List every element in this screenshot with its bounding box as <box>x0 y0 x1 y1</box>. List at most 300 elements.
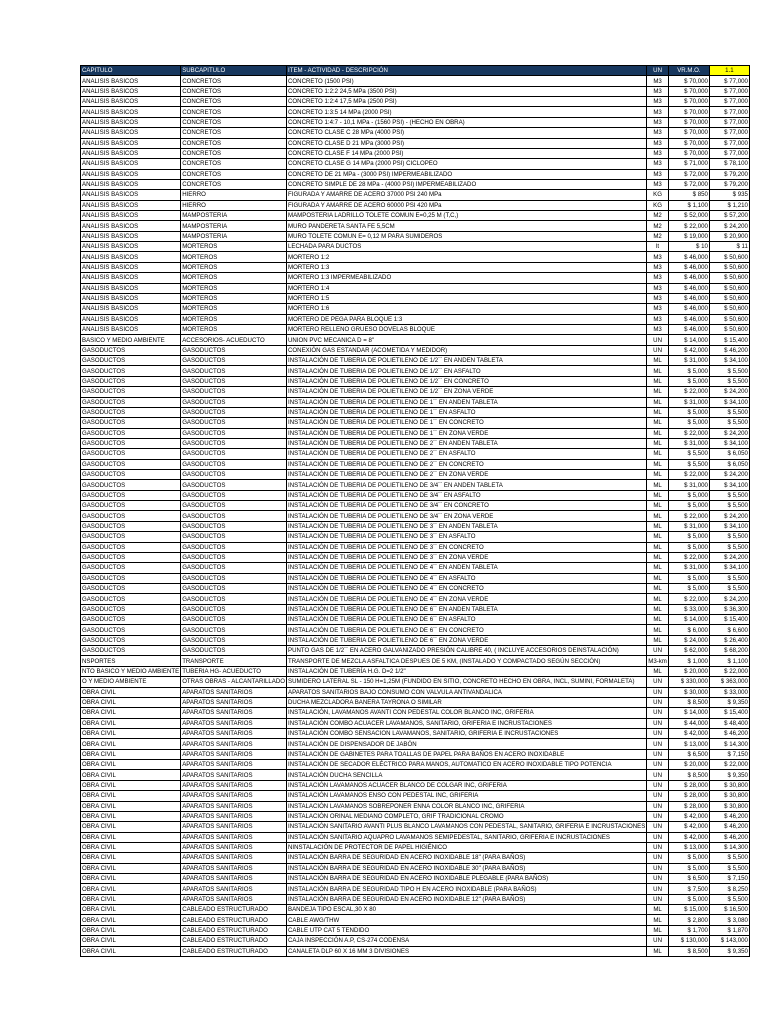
cell-subcapitulo[interactable]: GASODUCTOS <box>181 501 287 511</box>
cell-valor-mo[interactable]: $ 44,000 <box>668 718 709 728</box>
cell-valor-mo[interactable]: $ 70,000 <box>668 76 709 86</box>
cell-descripcion[interactable]: MORTERO RELLENO GRUESO DOVELAS BLOQUE <box>287 324 647 334</box>
cell-capitulo[interactable]: OBRA CIVIL <box>81 822 181 832</box>
cell-capitulo[interactable]: GASODUCTOS <box>81 449 181 459</box>
cell-valor-mo[interactable]: $ 2,800 <box>668 915 709 925</box>
cell-valor-total[interactable]: $ 46,200 <box>709 822 749 832</box>
cell-valor-total[interactable]: $ 57,200 <box>709 211 749 221</box>
header-subcapitulo[interactable]: SUBCAPITULO <box>181 66 287 76</box>
cell-subcapitulo[interactable]: HIERRO <box>181 200 287 210</box>
cell-valor-mo[interactable]: $ 20,000 <box>668 760 709 770</box>
cell-descripcion[interactable]: MORTERO 1:5 <box>287 293 647 303</box>
cell-capitulo[interactable]: ANALISIS BASICOS <box>81 211 181 221</box>
cell-subcapitulo[interactable]: CONCRETOS <box>181 128 287 138</box>
cell-valor-total[interactable]: $ 5,500 <box>709 853 749 863</box>
cell-descripcion[interactable]: MORTERO 1:3 IMPERMEABILIZADO <box>287 273 647 283</box>
cell-valor-mo[interactable]: $ 42,000 <box>668 729 709 739</box>
cell-subcapitulo[interactable]: APARATOS SANITARIOS <box>181 801 287 811</box>
cell-valor-mo[interactable]: $ 31,000 <box>668 480 709 490</box>
cell-descripcion[interactable]: MORTERO 1:2 <box>287 252 647 262</box>
cell-unidad[interactable]: M3 <box>647 252 669 262</box>
cell-capitulo[interactable]: ANALISIS BASICOS <box>81 86 181 96</box>
cell-valor-total[interactable]: $ 24,200 <box>709 387 749 397</box>
cell-valor-total[interactable]: $ 7,150 <box>709 749 749 759</box>
cell-unidad[interactable]: ML <box>647 449 669 459</box>
cell-descripcion[interactable]: CAJA INSPECCIÓN A.P, CS-274 CODENSA <box>287 936 647 946</box>
cell-unidad[interactable]: ML <box>647 946 669 956</box>
cell-capitulo[interactable]: GASODUCTOS <box>81 594 181 604</box>
cell-valor-mo[interactable]: $ 20,000 <box>668 666 709 676</box>
cell-capitulo[interactable]: OBRA CIVIL <box>81 811 181 821</box>
cell-unidad[interactable]: UN <box>647 884 669 894</box>
cell-subcapitulo[interactable]: GASODUCTOS <box>181 604 287 614</box>
cell-valor-total[interactable]: $ 14,300 <box>709 842 749 852</box>
cell-valor-total[interactable]: $ 6,050 <box>709 459 749 469</box>
cell-descripcion[interactable]: CONCRETO CLASE G 14 MPa (2000 PSI) CICLOPEO <box>287 159 647 169</box>
cell-capitulo[interactable]: OBRA CIVIL <box>81 739 181 749</box>
cell-valor-mo[interactable]: $ 14,000 <box>668 615 709 625</box>
cell-capitulo[interactable]: OBRA CIVIL <box>81 770 181 780</box>
cell-descripcion[interactable]: INSTALACIÓN COMBO SENSACION LAVAMANOS, SANITARIO, GRIFERIA E INCRUSTACIONES <box>287 729 647 739</box>
cell-valor-total[interactable]: $ 77,000 <box>709 86 749 96</box>
cell-capitulo[interactable]: GASODUCTOS <box>81 428 181 438</box>
cell-valor-total[interactable]: $ 7,150 <box>709 874 749 884</box>
cell-unidad[interactable]: ML <box>647 625 669 635</box>
cell-capitulo[interactable]: OBRA CIVIL <box>81 925 181 935</box>
cell-descripcion[interactable]: INSTALACIÓN SANITARIO AQUAPRO LAVAMANOS SEMIPEDESTAL, SANITARIO, GRIFERIA E INCRUSTACIONES <box>287 832 647 842</box>
cell-valor-total[interactable]: $ 24,200 <box>709 552 749 562</box>
cell-unidad[interactable]: M3-km <box>648 657 667 665</box>
cell-descripcion[interactable]: APARATOS SANITARIOS BAJO CONSUMO CON VALVULA ANTIVANDALICA <box>287 687 647 697</box>
cell-descripcion[interactable]: INSTALACIÓN DE TUBERIA DE POLIETILENO DE 2´´ EN ZONA VERDE <box>287 470 647 480</box>
cell-subcapitulo[interactable]: GASODUCTOS <box>181 583 287 593</box>
cell-unidad[interactable]: ML <box>647 438 669 448</box>
cell-unidad[interactable]: ML <box>647 563 669 573</box>
cell-unidad[interactable]: UN <box>647 729 669 739</box>
cell-subcapitulo[interactable]: GASODUCTOS <box>181 542 287 552</box>
cell-unidad[interactable]: ML <box>647 490 669 500</box>
cell-unidad[interactable]: ML <box>647 418 669 428</box>
cell-descripcion[interactable]: INSTALACIÓN, LAVAMANOS AVANTI CON PEDESTAL COLOR BLANCO INC, GRIFERIA <box>287 708 647 718</box>
cell-descripcion[interactable]: LECHADA PARA DUCTOS <box>287 242 647 252</box>
cell-unidad[interactable]: ML <box>647 366 669 376</box>
cell-valor-total[interactable]: $ 36,300 <box>709 604 749 614</box>
cell-valor-total[interactable]: $ 5,500 <box>709 894 749 904</box>
cell-valor-total[interactable]: $ 46,200 <box>709 345 749 355</box>
cell-capitulo[interactable]: ANALISIS BASICOS <box>81 304 181 314</box>
cell-subcapitulo[interactable]: APARATOS SANITARIOS <box>181 894 287 904</box>
cell-valor-total[interactable]: $ 363,000 <box>709 677 749 687</box>
cell-descripcion[interactable]: INSTALACIÓN DE TUBERIA DE POLIETILENO DE 3´´ EN ASFALTO <box>287 532 647 542</box>
cell-valor-mo[interactable]: $ 31,000 <box>668 397 709 407</box>
cell-descripcion[interactable]: CONCRETO CLASE D 21 MPa (3000 PSI) <box>287 138 647 148</box>
cell-descripcion[interactable]: CANALETA DLP 60 X 16 MM 3 DIVISIONES <box>287 946 647 956</box>
cell-capitulo[interactable]: GASODUCTOS <box>81 438 181 448</box>
cell-valor-mo[interactable]: $ 31,000 <box>668 521 709 531</box>
cell-valor-mo[interactable]: $ 14,000 <box>668 335 709 345</box>
cell-subcapitulo[interactable]: TRANSPORTE <box>181 656 287 666</box>
cell-capitulo[interactable]: GASODUCTOS <box>81 625 181 635</box>
cell-valor-total[interactable]: $ 5,500 <box>709 532 749 542</box>
cell-subcapitulo[interactable]: GASODUCTOS <box>181 625 287 635</box>
cell-unidad[interactable]: UN <box>647 853 669 863</box>
cell-subcapitulo[interactable]: MORTEROS <box>181 324 287 334</box>
cell-subcapitulo[interactable]: CABLEADO ESTRUCTURADO <box>181 936 287 946</box>
cell-unidad[interactable]: ML <box>647 615 669 625</box>
cell-valor-mo[interactable]: $ 8,500 <box>668 770 709 780</box>
cell-unidad[interactable]: ML <box>647 428 669 438</box>
cell-valor-total[interactable]: $ 50,600 <box>709 293 749 303</box>
cell-valor-mo[interactable]: $ 8,500 <box>668 946 709 956</box>
cell-subcapitulo[interactable]: MORTEROS <box>181 293 287 303</box>
cell-unidad[interactable]: UN <box>647 749 669 759</box>
cell-descripcion[interactable]: CONCRETO DE 21 MPa - (3000 PSI) IMPERMEABILIZADO <box>287 169 647 179</box>
header-capitulo[interactable]: CAPITULO <box>81 66 181 76</box>
cell-unidad[interactable]: UN <box>647 842 669 852</box>
cell-valor-total[interactable]: $ 30,800 <box>709 780 749 790</box>
cell-valor-total[interactable]: $ 14,300 <box>709 739 749 749</box>
cell-descripcion[interactable]: INSTALACIÓN DE TUBERIA DE POLIETILENO DE 6´´ EN ANDEN TABLETA <box>287 604 647 614</box>
cell-valor-total[interactable]: $ 1,100 <box>709 656 749 666</box>
cell-capitulo[interactable]: GASODUCTOS <box>81 646 181 656</box>
cell-valor-mo[interactable]: $ 46,000 <box>668 252 709 262</box>
cell-subcapitulo[interactable]: MAMPOSTERIA <box>181 221 287 231</box>
cell-unidad[interactable]: M2 <box>647 231 669 241</box>
cell-capitulo[interactable]: GASODUCTOS <box>81 345 181 355</box>
cell-unidad[interactable]: ML <box>647 356 669 366</box>
cell-descripcion[interactable]: INSTALACIÓN DE TUBERIA DE POLIETILENO DE 4´´ EN ANDEN TABLETA <box>287 563 647 573</box>
cell-unidad[interactable]: UN <box>647 832 669 842</box>
cell-capitulo[interactable]: ANALISIS BASICOS <box>81 262 181 272</box>
cell-valor-total[interactable]: $ 15,400 <box>709 615 749 625</box>
cell-capitulo[interactable]: OBRA CIVIL <box>81 697 181 707</box>
cell-subcapitulo[interactable]: GASODUCTOS <box>181 366 287 376</box>
cell-capitulo[interactable]: GASODUCTOS <box>81 615 181 625</box>
cell-descripcion[interactable]: CABLE UTP CAT 5 TENDIDO <box>287 925 647 935</box>
cell-capitulo[interactable]: ANALISIS BASICOS <box>81 283 181 293</box>
cell-capitulo[interactable]: GASODUCTOS <box>81 418 181 428</box>
cell-unidad[interactable]: ML <box>647 397 669 407</box>
cell-unidad[interactable]: ML <box>647 635 669 645</box>
cell-unidad[interactable]: ML <box>647 387 669 397</box>
cell-valor-mo[interactable]: $ 130,000 <box>668 936 709 946</box>
cell-capitulo[interactable]: OBRA CIVIL <box>81 780 181 790</box>
cell-valor-mo[interactable]: $ 5,000 <box>668 863 709 873</box>
cell-capitulo[interactable]: ANALISIS BASICOS <box>81 138 181 148</box>
cell-valor-mo[interactable]: $ 31,000 <box>668 563 709 573</box>
cell-valor-mo[interactable]: $ 5,500 <box>668 449 709 459</box>
cell-unidad[interactable]: M3 <box>647 159 669 169</box>
cell-subcapitulo[interactable]: MAMPOSTERIA <box>181 231 287 241</box>
cell-subcapitulo[interactable]: APARATOS SANITARIOS <box>181 842 287 852</box>
cell-unidad[interactable]: ML <box>647 573 669 583</box>
cell-unidad[interactable]: M3 <box>647 97 669 107</box>
cell-capitulo[interactable]: GASODUCTOS <box>81 511 181 521</box>
cell-unidad[interactable]: ML <box>647 480 669 490</box>
cell-valor-total[interactable]: $ 15,400 <box>709 335 749 345</box>
cell-capitulo[interactable]: GASODUCTOS <box>81 573 181 583</box>
cell-valor-mo[interactable]: $ 19,000 <box>668 231 709 241</box>
cell-valor-total[interactable]: $ 50,600 <box>709 252 749 262</box>
cell-unidad[interactable]: M3 <box>647 86 669 96</box>
cell-subcapitulo[interactable]: GASODUCTOS <box>181 563 287 573</box>
cell-subcapitulo[interactable]: GASODUCTOS <box>181 449 287 459</box>
cell-capitulo[interactable]: GASODUCTOS <box>81 542 181 552</box>
cell-capitulo[interactable]: GASODUCTOS <box>81 521 181 531</box>
cell-unidad[interactable]: ML <box>647 511 669 521</box>
cell-valor-mo[interactable]: $ 70,000 <box>668 107 709 117</box>
cell-subcapitulo[interactable]: APARATOS SANITARIOS <box>181 863 287 873</box>
cell-valor-mo[interactable]: $ 5,000 <box>668 583 709 593</box>
cell-descripcion[interactable]: INSTALACIÓN DE TUBERIA DE POLIETILENO DE 1´´ EN ANDEN TABLETA <box>287 397 647 407</box>
cell-valor-total[interactable]: $ 22,000 <box>709 666 749 676</box>
cell-valor-total[interactable]: $ 30,800 <box>709 801 749 811</box>
cell-unidad[interactable]: UN <box>647 801 669 811</box>
cell-unidad[interactable]: ML <box>647 594 669 604</box>
cell-capitulo[interactable]: GASODUCTOS <box>81 532 181 542</box>
cell-descripcion[interactable]: INSTALACIÓN DE TUBERIA DE POLIETILENO DE 4´´ EN ZONA VERDE <box>287 594 647 604</box>
cell-unidad[interactable]: ML <box>647 376 669 386</box>
cell-valor-mo[interactable]: $ 5,000 <box>668 490 709 500</box>
cell-valor-total[interactable]: $ 34,100 <box>709 563 749 573</box>
cell-subcapitulo[interactable]: APARATOS SANITARIOS <box>181 811 287 821</box>
cell-unidad[interactable]: UN <box>647 646 669 656</box>
cell-subcapitulo[interactable]: APARATOS SANITARIOS <box>181 687 287 697</box>
cell-unidad[interactable]: UN <box>647 863 669 873</box>
cell-valor-total[interactable]: $ 50,600 <box>709 273 749 283</box>
cell-descripcion[interactable]: INSTALACIÓN DE TUBERIA DE POLIETILENO DE 2´´ EN CONCRETO <box>287 459 647 469</box>
cell-valor-total[interactable]: $ 11 <box>709 242 749 252</box>
cell-valor-mo[interactable]: $ 46,000 <box>668 273 709 283</box>
cell-unidad[interactable]: M2 <box>647 221 669 231</box>
cell-subcapitulo[interactable]: CONCRETOS <box>181 76 287 86</box>
cell-valor-total[interactable]: $ 6,600 <box>709 625 749 635</box>
cell-valor-total[interactable]: $ 50,600 <box>709 304 749 314</box>
cell-descripcion[interactable]: INSTALACIÓN DE TUBERIA DE POLIETILENO DE 2´´ EN ANDEN TABLETA <box>287 438 647 448</box>
cell-subcapitulo[interactable]: APARATOS SANITARIOS <box>181 749 287 759</box>
cell-capitulo[interactable]: ANALISIS BASICOS <box>81 148 181 158</box>
cell-unidad[interactable]: ML <box>647 532 669 542</box>
cell-capitulo[interactable]: GASODUCTOS <box>81 552 181 562</box>
cell-descripcion[interactable]: INSTALACIÓN DE TUBERIA DE POLIETILENO DE 3/4´´ EN ZONA VERDE <box>287 511 647 521</box>
cell-subcapitulo[interactable]: GASODUCTOS <box>181 480 287 490</box>
cell-valor-mo[interactable]: $ 46,000 <box>668 304 709 314</box>
cell-unidad[interactable]: UN <box>647 708 669 718</box>
cell-unidad[interactable]: ML <box>647 583 669 593</box>
cell-valor-mo[interactable]: $ 70,000 <box>668 117 709 127</box>
cell-valor-mo[interactable]: $ 30,000 <box>668 687 709 697</box>
cell-capitulo[interactable]: OBRA CIVIL <box>81 905 181 915</box>
cell-unidad[interactable]: ML <box>647 407 669 417</box>
cell-capitulo[interactable]: ANALISIS BASICOS <box>81 190 181 200</box>
cell-subcapitulo[interactable]: CONCRETOS <box>181 107 287 117</box>
cell-unidad[interactable]: ML <box>647 521 669 531</box>
cell-descripcion[interactable]: INSTALACIÓN DE TUBERIA DE POLIETILENO DE 4´´ EN ASFALTO <box>287 573 647 583</box>
cell-valor-mo[interactable]: $ 70,000 <box>668 138 709 148</box>
cell-valor-mo[interactable]: $ 22,000 <box>668 552 709 562</box>
cell-descripcion[interactable]: INSTALACIÓN LAVAMANOS ACUACER BLANCO DE COLGAR INC, GRIFERIA <box>287 780 647 790</box>
cell-valor-mo[interactable]: $ 15,000 <box>668 905 709 915</box>
cell-valor-total[interactable]: $ 77,000 <box>709 128 749 138</box>
cell-subcapitulo[interactable]: CABLEADO ESTRUCTURADO <box>181 946 287 956</box>
cell-valor-mo[interactable]: $ 10 <box>668 242 709 252</box>
cell-valor-mo[interactable]: $ 13,000 <box>668 739 709 749</box>
cell-descripcion[interactable]: TRANSPORTE DE MEZCLA ASFALTICA DESPUES DE 5 KM, (INSTALADO Y COMPACTADO SEGÚN SECCIÓN) <box>287 656 647 666</box>
cell-descripcion[interactable]: INSTALACIÓN DE TUBERIA DE POLIETILENO DE 2´´ EN ASFALTO <box>287 449 647 459</box>
cell-unidad[interactable]: UN <box>647 822 669 832</box>
cell-subcapitulo[interactable]: GASODUCTOS <box>181 407 287 417</box>
cell-subcapitulo[interactable]: APARATOS SANITARIOS <box>181 739 287 749</box>
cell-subcapitulo[interactable]: GASODUCTOS <box>181 376 287 386</box>
cell-capitulo[interactable]: GASODUCTOS <box>81 397 181 407</box>
cell-unidad[interactable]: ML <box>647 459 669 469</box>
cell-unidad[interactable]: UN <box>647 335 669 345</box>
cell-descripcion[interactable]: MORTERO 1:6 <box>287 304 647 314</box>
cell-valor-total[interactable]: $ 78,100 <box>709 159 749 169</box>
cell-capitulo[interactable]: ANALISIS BASICOS <box>81 200 181 210</box>
cell-capitulo[interactable]: OBRA CIVIL <box>81 708 181 718</box>
cell-valor-mo[interactable]: $ 70,000 <box>668 97 709 107</box>
cell-capitulo[interactable]: GASODUCTOS <box>81 356 181 366</box>
cell-descripcion[interactable]: INSTALACIÓN LAVAMANOS SOBREPONER ENNA COLOR BLANCO INC, GRIFERIA <box>287 801 647 811</box>
cell-valor-total[interactable]: $ 48,400 <box>709 718 749 728</box>
cell-capitulo[interactable]: ANALISIS BASICOS <box>81 314 181 324</box>
cell-valor-total[interactable]: $ 77,000 <box>709 76 749 86</box>
cell-subcapitulo[interactable]: CONCRETOS <box>181 117 287 127</box>
cell-valor-total[interactable]: $ 5,500 <box>709 366 749 376</box>
cell-descripcion[interactable]: SUMIDERO LATERAL SL - 150 H=1,25M (FUNDIDO EN SITIO, CONCRETO HECHO EN OBRA, INCL, SUMINI, FORMALETA) <box>287 677 647 687</box>
cell-unidad[interactable]: M3 <box>647 76 669 86</box>
cell-valor-total[interactable]: $ 24,200 <box>709 594 749 604</box>
cell-unidad[interactable]: UN <box>647 770 669 780</box>
cell-subcapitulo[interactable]: CONCRETOS <box>181 179 287 189</box>
cell-capitulo[interactable]: OBRA CIVIL <box>81 946 181 956</box>
cell-capitulo[interactable]: OBRA CIVIL <box>81 936 181 946</box>
cell-subcapitulo[interactable]: ACCESORIOS- ACUEDUCTO <box>181 335 287 345</box>
cell-valor-total[interactable]: $ 24,200 <box>709 470 749 480</box>
cell-capitulo[interactable]: ANALISIS BASICOS <box>81 242 181 252</box>
cell-valor-mo[interactable]: $ 46,000 <box>668 262 709 272</box>
cell-valor-total[interactable]: $ 1,210 <box>709 200 749 210</box>
cell-subcapitulo[interactable]: GASODUCTOS <box>181 615 287 625</box>
cell-capitulo[interactable]: OBRA CIVIL <box>81 718 181 728</box>
cell-capitulo[interactable]: GASODUCTOS <box>81 490 181 500</box>
cell-valor-mo[interactable]: $ 42,000 <box>668 832 709 842</box>
cell-valor-mo[interactable]: $ 72,000 <box>668 169 709 179</box>
cell-valor-mo[interactable]: $ 5,000 <box>668 501 709 511</box>
cell-valor-total[interactable]: $ 5,500 <box>709 542 749 552</box>
cell-valor-mo[interactable]: $ 5,500 <box>668 459 709 469</box>
cell-subcapitulo[interactable]: APARATOS SANITARIOS <box>181 729 287 739</box>
cell-unidad[interactable]: UN <box>647 780 669 790</box>
cell-subcapitulo[interactable]: CABLEADO ESTRUCTURADO <box>181 925 287 935</box>
cell-capitulo[interactable]: ANALISIS BASICOS <box>81 252 181 262</box>
cell-valor-total[interactable]: $ 22,000 <box>709 760 749 770</box>
cell-subcapitulo[interactable]: MAMPOSTERIA <box>181 211 287 221</box>
cell-valor-total[interactable]: $ 24,200 <box>709 221 749 231</box>
cell-valor-mo[interactable]: $ 22,000 <box>668 511 709 521</box>
cell-valor-total[interactable]: $ 77,000 <box>709 97 749 107</box>
cell-valor-mo[interactable]: $ 46,000 <box>668 293 709 303</box>
cell-valor-mo[interactable]: $ 70,000 <box>668 128 709 138</box>
cell-capitulo[interactable]: ANALISIS BASICOS <box>81 76 181 86</box>
cell-descripcion[interactable]: CONCRETO CLASE C 28 MPa (4000 PSI) <box>287 128 647 138</box>
cell-valor-mo[interactable]: $ 8,500 <box>668 697 709 707</box>
cell-descripcion[interactable]: INSTALACIÓN DE TUBERIA DE POLIETILENO DE 1´´ EN ZONA VERDE <box>287 428 647 438</box>
cell-valor-mo[interactable]: $ 42,000 <box>668 822 709 832</box>
cell-capitulo[interactable]: GASODUCTOS <box>81 563 181 573</box>
cell-subcapitulo[interactable]: GASODUCTOS <box>181 356 287 366</box>
cell-descripcion[interactable]: MORTERO 1:3 <box>287 262 647 272</box>
cell-valor-total[interactable]: $ 46,200 <box>709 832 749 842</box>
cell-valor-mo[interactable]: $ 6,500 <box>668 749 709 759</box>
cell-subcapitulo[interactable]: GASODUCTOS <box>181 418 287 428</box>
cell-valor-total[interactable]: $ 5,500 <box>709 573 749 583</box>
cell-valor-total[interactable]: $ 77,000 <box>709 117 749 127</box>
cell-capitulo[interactable]: OBRA CIVIL <box>81 760 181 770</box>
cell-subcapitulo[interactable]: GASODUCTOS <box>181 532 287 542</box>
cell-capitulo[interactable]: GASODUCTOS <box>81 480 181 490</box>
cell-valor-mo[interactable]: $ 28,000 <box>668 780 709 790</box>
cell-valor-total[interactable]: $ 9,350 <box>709 697 749 707</box>
cell-capitulo[interactable]: NTO BASICO Y MEDIO AMBIENTE <box>82 668 180 676</box>
cell-descripcion[interactable]: BANDEJA TIPO ESCAL,30 X 80 <box>287 905 647 915</box>
cell-unidad[interactable]: M3 <box>647 148 669 158</box>
cell-valor-total[interactable]: $ 46,200 <box>709 811 749 821</box>
cell-unidad[interactable]: ML <box>647 552 669 562</box>
cell-descripcion[interactable]: INSTALACIÓN DUCHA SENCILLA <box>287 770 647 780</box>
cell-valor-mo[interactable]: $ 31,000 <box>668 438 709 448</box>
cell-descripcion[interactable]: INSTALACIÓN DE TUBERIA DE POLIETILENO DE 3/4´´ EN ANDEN TABLETA <box>287 480 647 490</box>
cell-unidad[interactable]: ML <box>647 925 669 935</box>
cell-descripcion[interactable]: INSTALACIÓN LAVAMANOS ENSO CON PEDESTAL INC, GRIFERIA <box>287 791 647 801</box>
cell-capitulo[interactable]: OBRA CIVIL <box>81 915 181 925</box>
cell-unidad[interactable]: UN <box>647 874 669 884</box>
cell-valor-total[interactable]: $ 77,000 <box>709 148 749 158</box>
cell-capitulo[interactable]: O Y MEDIO AMBIENTE <box>81 677 181 687</box>
cell-valor-mo[interactable]: $ 5,000 <box>668 573 709 583</box>
cell-capitulo[interactable]: OBRA CIVIL <box>81 749 181 759</box>
cell-capitulo[interactable]: OBRA CIVIL <box>81 687 181 697</box>
cell-valor-total[interactable]: $ 34,100 <box>709 397 749 407</box>
cell-valor-mo[interactable]: $ 5,000 <box>668 418 709 428</box>
cell-unidad[interactable]: M3 <box>647 293 669 303</box>
cell-subcapitulo[interactable]: GASODUCTOS <box>181 438 287 448</box>
cell-valor-total[interactable]: $ 33,000 <box>709 687 749 697</box>
cell-subcapitulo[interactable]: APARATOS SANITARIOS <box>181 718 287 728</box>
cell-valor-total[interactable]: $ 1,870 <box>709 925 749 935</box>
cell-capitulo[interactable]: GASODUCTOS <box>81 635 181 645</box>
cell-unidad[interactable]: UN <box>647 345 669 355</box>
cell-valor-mo[interactable]: $ 46,000 <box>668 314 709 324</box>
cell-unidad[interactable]: UN <box>647 811 669 821</box>
cell-descripcion[interactable]: CONEXIÓN GAS ESTANDAR (ACOMETIDA Y MEDIDOR) <box>287 345 647 355</box>
cell-subcapitulo[interactable]: APARATOS SANITARIOS <box>181 770 287 780</box>
cell-subcapitulo[interactable]: CABLEADO ESTRUCTURADO <box>181 915 287 925</box>
cell-valor-total[interactable]: $ 5,500 <box>709 376 749 386</box>
cell-capitulo[interactable]: ANALISIS BASICOS <box>81 169 181 179</box>
cell-descripcion[interactable]: NINSTALACIÓN DE PROTECTOR DE PAPEL HIGIÉNICO <box>287 842 647 852</box>
cell-subcapitulo[interactable]: APARATOS SANITARIOS <box>181 884 287 894</box>
cell-valor-total[interactable]: $ 5,500 <box>709 407 749 417</box>
cell-descripcion[interactable]: FIGURADA Y AMARRE DE ACERO 60000 PSI 420 MPa <box>287 200 647 210</box>
cell-capitulo[interactable]: OBRA CIVIL <box>81 729 181 739</box>
cell-descripcion[interactable]: CABLE AWG/THW <box>287 915 647 925</box>
cell-valor-total[interactable]: $ 9,350 <box>709 770 749 780</box>
cell-subcapitulo[interactable]: TUBERIA HG- ACUEDUCTO <box>181 666 287 676</box>
cell-valor-total[interactable]: $ 5,500 <box>709 863 749 873</box>
cell-subcapitulo[interactable]: GASODUCTOS <box>181 397 287 407</box>
